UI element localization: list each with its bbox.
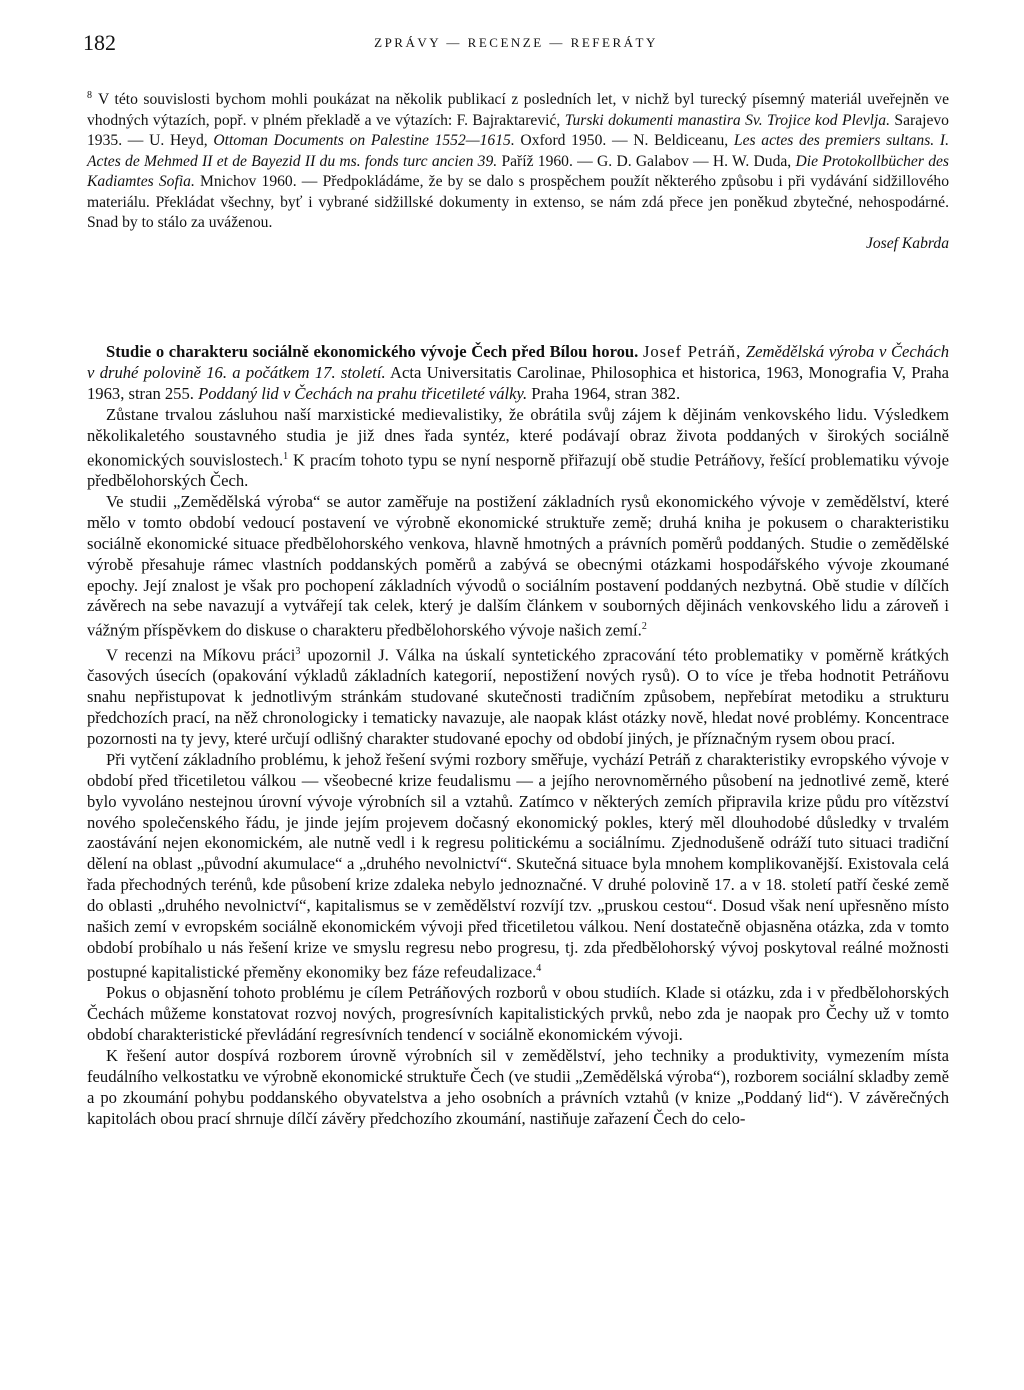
- review-paragraph-4: [87, 750, 949, 984]
- book-title-1: Zemědělská výroba v Čechách v druhé polovině 16. a počátkem 17. století.: [87, 342, 949, 382]
- paragraph-text: Ve studii „Zemědělská výroba“ se autor zaměřuje na postižení základních rysů ekonomického vývoje v zemědělství, které mělo v tomto období vedoucí postavení ve výrobně ekonomické struktuře země; druhá kniha je pokusem o charakteristiku sociálně ekonomické situace předbělohorského venkova, hlavně hmotných a právních poměrů poddaných. Studie o zemědělské výrobě přesahuje rámec vlastních poddanských poměrů a zabývá se obecnými otázkami hospodářského vývoje zkoumané epochy. Její znalost je však pro pochopení základních vývodů o sociálním postavení poddaných nezbytná. Obě studie v dílčích závěrech na sebe navazují a vytvářejí tak celek, který je dalším článkem v souborných dějinách venkovského lidu a zároveň i vážným příspěvkem do diskuse o charakteru předbělohorského vývoje našich zemí.: [87, 491, 949, 640]
- review-paragraph-5: Pokus o objasnění tohoto problému je cílem Petráňových rozborů v obou studiích. Klade si otázku, zda i v předbělohorských Čechách můžeme konstatovat rozvoj nových, progresívních kapitalistických prvků, nebo zda je naopak pro Čechy už v tomto období charakteristické převládání regresívních tendencí v sociálně ekonomickém vývoji.: [87, 983, 949, 1045]
- review-paragraph-3: [87, 642, 949, 750]
- citation-title: Les actes des premiers sultans. I. Actes de Mehmed II et de Bayezid II du ms. fonds turc ancien 39.: [87, 132, 949, 170]
- paragraph-text: Při vytčení základního problému, k jehož řešení svými rozbory směřuje, vychází Petráň z charakteristiky evropského vývoje v období před třicetiletou válkou — všeobecné krize feudalismu — a jejího nerovnoměrného působení na jednotlivé země, které bylo vyvoláno nestejnou úrovní vývoje výrobních sil a vztahů. Zatímco v některých zemích připravila krize půdu pro vítězství nového společenského řádu, je jinde jejím projevem dočasný ekonomický pokles, který měl dlouhodobé důsledky v trvalém zaostávání nejen ekonomickém, ale nutně vedl i k regresu politickému a sociálnímu. Zjednodušeně odráží tuto situaci tradiční dělení na oblast „původní akumulace“ a „druhého nevolnictví“. Skutečná situace byla mnohem komplikovanější. Existovala celá řada přechodných terénů, kde působení krize zdaleka nebylo jednoznačné. V druhé polovině 17. a v 18. století patří české země do oblasti „druhého nevolnictví“, kapitalismus se v zemědělství rozvíjí tzv. „pruskou cestou“. Dosud však není upřesněno místo našich zemí v evropském sociálně ekonomickém vývoji před třicetiletou válkou. Není dostatečně objasněna otázka, zda v tomto období probíhalo u nás řešení krize ve smyslu regresu nebo progresu, tj. zda předbělohorský vývoj poskytoval reálné možnosti postupné kapitalistické přeměny ekonomiky bez fáze refeudalizace.: [87, 749, 949, 982]
- footnote-text-part: Sarajevo 1935. — U. Heyd,: [87, 111, 949, 150]
- footnote-marker: 8: [87, 90, 92, 101]
- paragraph-text: V recenzi na Míkovu práci: [106, 645, 296, 665]
- footnote-ref-1: 1: [283, 450, 289, 462]
- paragraph-text: K pracím tohoto typu se nyní nesporně přiřazují obě studie Petráňovy, řešící problematiku vývoje předbělohorských Čech.: [87, 450, 950, 490]
- paragraph-text: upozornil J. Válka na úskalí syntetického zpracování této problematiky v poměrně krátkých časových úsecích (opakování výkladů základních kategorií, nepostižení nových rysů). O to více je třeba hodnotit Petráňovu snahu nepřistupovat k jednotlivým stránkám studované skutečnosti tradičním způsobem, nepřebírat metodiku a strukturu předchozích prací, na něž chronologicky i tematicky navazuje, ale naopak klást otázky nově, hledat nové problémy. Koncentrace pozornosti na ty jevy, které určují odlišný charakter studované epochy od období jiných, je příznačným rysem obou prací.: [87, 645, 949, 748]
- review-paragraph-1: [87, 405, 949, 492]
- review-paragraph-2: [87, 492, 949, 642]
- footnote-signature: Josef Kabrda: [865, 234, 949, 252]
- citation-title: Die Protokollbücher des Kadiamtes Sofia.: [87, 152, 949, 191]
- footnote-ref-2: 2: [641, 621, 647, 633]
- footnote-text-part: Paříž 1960. — G. D. Galabov — H. W. Duda,: [497, 152, 796, 170]
- footnote-8: [87, 86, 949, 254]
- book-info-1: Acta Universitatis Carolinae, Philosophica et historica, 1963, Monografia V, Praha 1963, stran 255.: [87, 362, 949, 403]
- review-paragraph-6: K řešení autor dospívá rozborem úrovně výrobních sil v zemědělství, jeho techniky a produktivity, vymezením místa feudálního velkostatku ve výrobně ekonomické struktuře Čech (ve studii „Zemědělská výroba“), rozborem sociální skladby země a po zkoumání pohybu poddanského obyvatelstva a jeho osobních a právních vztahů (v knize „Poddaný lid“). V závěrečných kapitolách obou prací shrnuje dílčí závěry předchozího zkoumání, nastiňuje zařazení Čech do celo-: [87, 1046, 949, 1128]
- footnote-ref-3: 3: [295, 645, 301, 657]
- review-author: Josef Petráň,: [642, 342, 742, 361]
- citation-title: Turski dokumenti manastira Sv. Trojice kod Plevlja.: [564, 111, 891, 129]
- footnote-text-part: Oxford 1950. — N. Beldiceanu,: [514, 132, 734, 150]
- book-title-2: Poddaný lid v Čechách na prahu třicetileté války.: [198, 383, 528, 403]
- running-title: ZPRÁVY — RECENZE — REFERÁTY: [374, 35, 658, 50]
- paragraph-text: Zůstane trvalou zásluhou naší marxistické medievalistiky, že obrátila svůj zájem k dějinám venkovského lidu. Výsledkem několikaletého soustavného studia je již dnes řada syntéz, které podávají obraz života poddaných v širokých sociálně ekonomických souvislostech.: [87, 404, 949, 470]
- review-heading: [87, 342, 949, 405]
- review-article: [87, 342, 949, 1130]
- citation-title: Ottoman Documents on Palestine 1552—1615.: [213, 132, 515, 150]
- footnote-text-part: Mnichov 1960. — Předpokládáme, že by se dalo s prospěchem použít některého způsobu i při vydávání sidžillového materiálu. Překládat všechny, byť i vybrané sidžillské dokumenty in extenso, se nám zdá přece jen poněkud zbytečné, nehospodárné. Snad by to stálo za uváženou.: [87, 173, 950, 232]
- footnote-text-part: V této souvislosti bychom mohli poukázat na několik publikací z posledních let, v nichž byl turecký písemný materiál uveřejněn ve vhodných výtazích, popř. v plném překladě a ve výtazích: F. Bajraktarević,: [87, 91, 949, 129]
- footnote-ref-4: 4: [536, 962, 542, 974]
- page-number: 182: [83, 30, 116, 55]
- footnote-text: [87, 86, 949, 234]
- page-header: [83, 30, 949, 60]
- review-title: Studie o charakteru sociálně ekonomického vývoje Čech před Bílou horou.: [106, 342, 639, 361]
- book-info-2: Praha 1964, stran 382.: [527, 383, 681, 403]
